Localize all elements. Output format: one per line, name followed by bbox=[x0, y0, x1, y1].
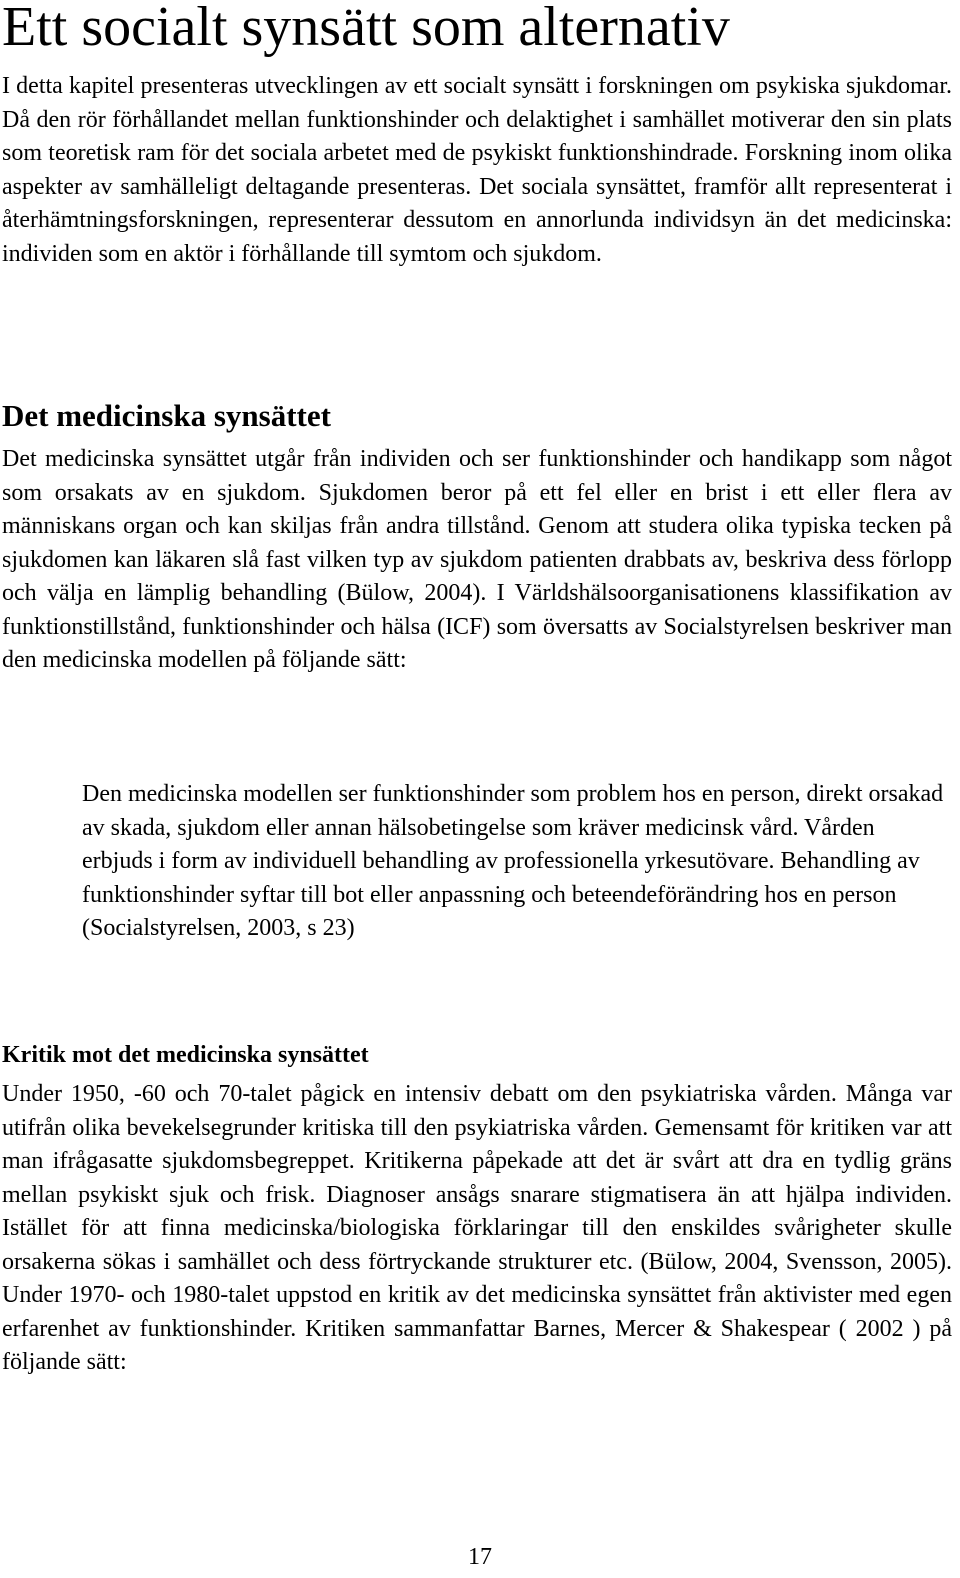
critique-paragraph: Under 1950, -60 och 70-talet pågick en intensiv debatt om den psykiatriska vården. Många var utifrån olika bevekelsegrunder kritiska till den psykiatriska vården. Gemensamt för kritiken var att man ifrågasatte sjukdomsbegreppet. Kritikerna påpekade att det är svårt att dra en tydlig gräns mellan psykiskt sjuk och frisk. Diagnoser ansågs snarare stigmatisera än att hjälpa individen. Istället för att finna medicinska/biologiska förklaringar till den enskildes svårigheter skulle orsakerna sökas i samhället och dess förtryckande strukturer etc. (Bülow, 2004, Svensson, 2005). Under 1970- och 1980-talet uppstod en kritik av det medicinska synsättet från aktivister med egen erfarenhet av funktionshinder. Kritiken sammanfattar Barnes, Mercer & Shakespear ( 2002 ) på följande sätt: bbox=[2, 1081, 952, 1375]
icf-quote: Den medicinska modellen ser funktionshinder som problem hos en person, direkt orsakad av skada, sjukdom eller annan hälsobetingelse som kräver medicinsk vård. Vården erbjuds i form av individuell behandling av professionella yrkesutövare. Behandling av funktionshinder syftar till bot eller anpassning och beteendeförändring hos en person (Socialstyrelsen, 2003, s 23) bbox=[82, 781, 944, 941]
chapter-title: Ett socialt synsätt som alternativ bbox=[2, 0, 730, 58]
medical-paragraph: Det medicinska synsättet utgår från individen och ser funktionshinder och handikapp som något som orsakats av en sjukdom. Sjukdomen beror på ett fel eller en brist i ett eller flera av människans organ och kan skiljas från andra tillstånd. Genom att studera olika typiska tecken på sjukdomen kan läkaren slå fast vilken typ av sjukdom patienten drabbats av, beskriva dess förlopp och välja en lämplig behandling (Bülow, 2004). I Världshälsoorganisationens klassifikation av funktionstillstånd, funktionshinder och hälsa (ICF) som översatts av Socialstyrelsen beskriver man den medicinska modellen på följande sätt: bbox=[2, 446, 952, 673]
page-number: 17 bbox=[468, 1544, 492, 1570]
section-heading-critique: Kritik mot det medicinska synsättet bbox=[2, 1042, 369, 1068]
section-heading-medical: Det medicinska synsättet bbox=[2, 398, 331, 433]
intro-paragraph: I detta kapitel presenteras utvecklingen av ett socialt synsätt i forskningen om psykiska sjukdomar. Då den rör förhållandet mellan funktionshinder och delaktighet i samhället motiverar den sin plats som teoretisk ram för det sociala arbetet med de psykiskt funktionshindrade. Forskning inom olika aspekter av samhälleligt deltagande presenteras. Det sociala synsättet, framför allt representerat i återhämtningsforskningen, representerar dessutom en annorlunda individsyn än det medicinska: individen som en aktör i förhållande till symtom och sjukdom. bbox=[2, 73, 952, 267]
